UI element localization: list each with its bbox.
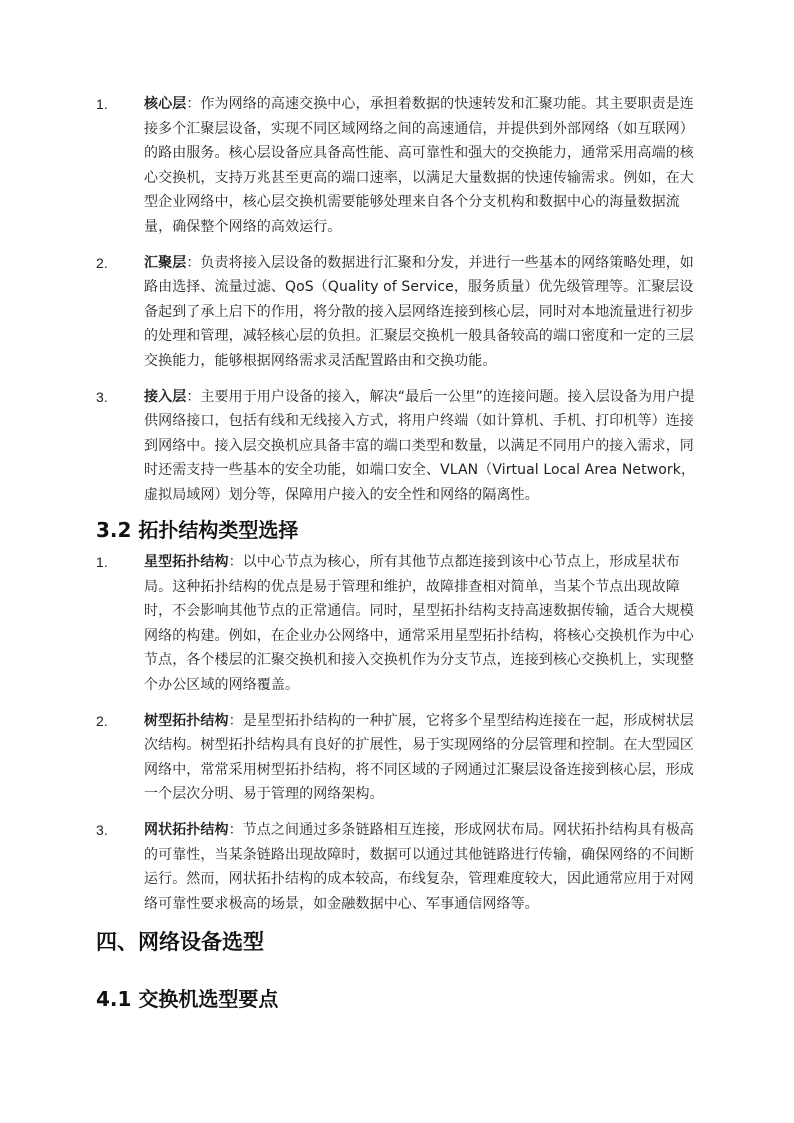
list-item-mesh-topology xyxy=(96,818,704,916)
desc-access-layer: ：主要用于用户设备的接入，解决“最后一公里”的连接问题。接入层设备为用户提供网络接口，包括有线和无线接入方式，将用户终端（如计算机、手机、打印机等）连接到网络中。接入层交换机应具备丰富的端口类型和数量，以满足不同用户的接入需求，同时还需支持一些基本的安全功能，如端口安全、VLAN（Virtual Local Area Network，虚拟局域网）划分等，保障用户接入的安全性和网络的隔离性。 xyxy=(144,388,696,503)
term-star-topology: 星型拓扑结构 xyxy=(144,554,229,570)
section-heading-3-2: 3.2 拓扑结构类型选择 xyxy=(96,518,299,542)
topology-list xyxy=(96,550,704,927)
term-aggregation-layer: 汇聚层 xyxy=(144,254,187,271)
list-number: 3. xyxy=(96,388,108,405)
desc-star-topology: ：以中心节点为核心，所有其他节点都连接到该中心节点上，形成星状布局。这种拓扑结构的优点是易于管理和维护，故障排查相对简单，当某个节点出现故障时，不会影响其他节点的正常通信。同时，星型拓扑结构支持高速数据传输，适合大规模网络的构建。例如，在企业办公网络中，通常采用星型拓扑结构，将核心交换机作为中心节点，各个楼层的汇聚交换机和接入交换机作为分支节点，连接到核心交换机上，实现整个办公区域的网络覆盖。 xyxy=(144,554,694,693)
section-heading-4-1: 4.1 交换机选型要点 xyxy=(96,987,279,1011)
list-item-core-layer xyxy=(96,92,704,240)
list-number: 1. xyxy=(96,554,108,570)
desc-tree-topology: ：是星型拓扑结构的一种扩展，它将多个星型结构连接在一起，形成树状层次结构。树型拓扑结构具有良好的扩展性，易于实现网络的分层管理和控制。在大型园区网络中，常常采用树型拓扑结构，将不同区域的子网通过汇聚层设备连接到核心层，形成一个层次分明、易于管理的网络架构。 xyxy=(144,712,694,803)
list-item-access-layer xyxy=(96,385,704,508)
list-number: 1. xyxy=(96,96,108,112)
list-number: 3. xyxy=(96,821,108,838)
term-access-layer: 接入层 xyxy=(144,388,187,405)
term-tree-topology: 树型拓扑结构 xyxy=(144,712,229,729)
layer-list xyxy=(96,92,704,519)
desc-core-layer: ：作为网络的高速交换中心，承担着数据的快速转发和汇聚功能。其主要职责是连接多个汇聚层设备，实现不同区域网络之间的高速通信，并提供到外部网络（如互联网）的路由服务。核心层设备应具备高性能、高可靠性和强大的交换能力，通常采用高端的核心交换机，支持万兆甚至更高的端口速率，以满足大量数据的快速传输需求。例如，在大型企业网络中，核心层交换机需要能够处理来自各个分支机构和数据中心的海量数据流量，确保整个网络的高效运行。 xyxy=(144,96,694,235)
list-item-star-topology xyxy=(96,550,704,698)
list-number: 2. xyxy=(96,254,108,271)
section-heading-4: 四、网络设备选型 xyxy=(96,930,264,954)
desc-aggregation-layer: ：负责将接入层设备的数据进行汇聚和分发，并进行一些基本的网络策略处理，如路由选择、流量过滤、QoS（Quality of Service，服务质量）优先级管理等。汇聚层设备起到了承上启下的作用，将分散的接入层网络连接到核心层，同时对本地流量进行初步的处理和管理，减轻核心层的负担。汇聚层交换机一般具备较高的端口密度和一定的三层交换能力，能够根据网络需求灵活配置路由和交换功能。 xyxy=(144,254,694,369)
list-item-tree-topology xyxy=(96,709,704,807)
list-item-aggregation-layer xyxy=(96,251,704,374)
term-mesh-topology: 网状拓扑结构 xyxy=(144,821,229,838)
desc-mesh-topology: ：节点之间通过多条链路相互连接，形成网状布局。网状拓扑结构具有极高的可靠性，当某条链路出现故障时，数据可以通过其他链路进行传输，确保网络的不间断运行。然而，网状拓扑结构的成本较高，布线复杂，管理难度较大，因此通常应用于对网络可靠性要求极高的场景，如金融数据中心、军事通信网络等。 xyxy=(144,821,694,912)
term-core-layer: 核心层 xyxy=(144,96,187,112)
list-number: 2. xyxy=(96,712,108,729)
